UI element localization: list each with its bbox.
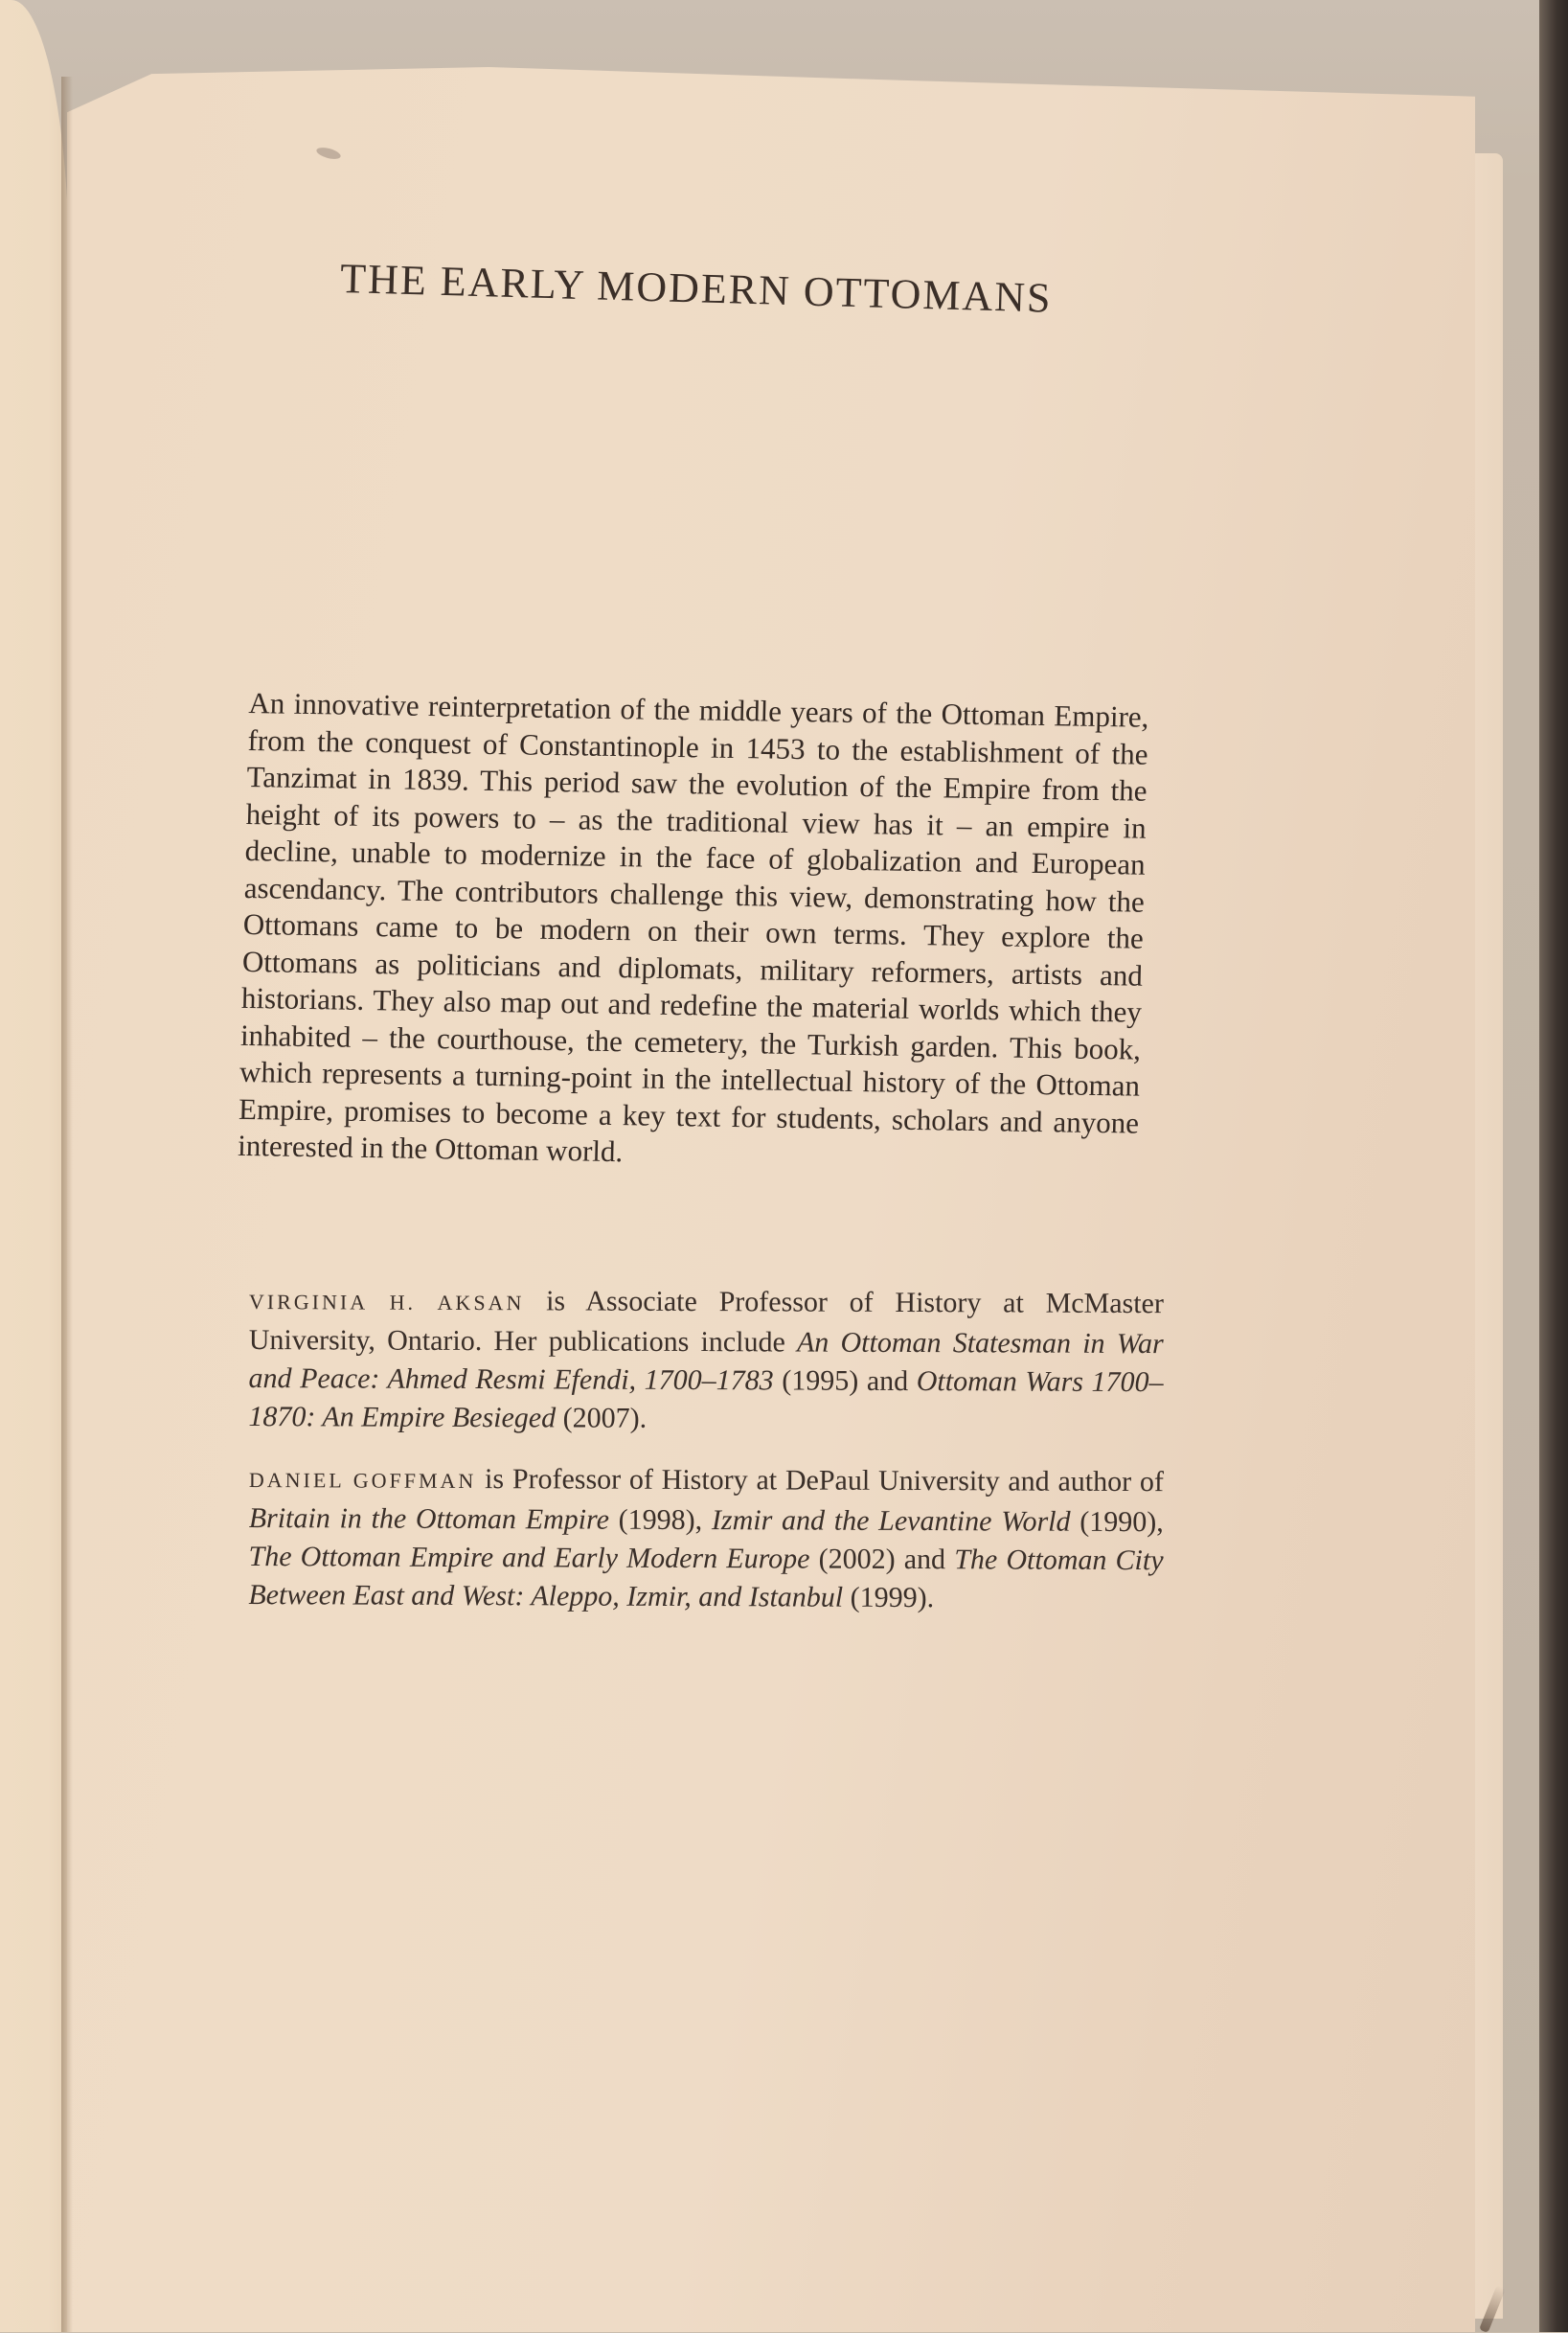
book-blurb: An innovative reinterpretation of the middle years of the Ottoman Empire, from the conquest of Constantinople in 1453 to the establishment of the Tanzimat in 1839. This period saw the evolution of the Empire from the height of its powers to – as the traditional view has it – an empire in decline, unable to modernize in the face of globalization and European ascendancy. The contributors challenge this view, demonstrating how the Ottomans came to be modern on their own terms. They explore the Ottomans as politicians and diplomats, military reformers, artists and historians. They also map out and redefine the material worlds which they inhabited – the courthouse, the cemetery, the Turkish garden. This book, which represents a turning-point in the intellectual history of the Ottoman Empire, promises to become a key text for students, scholars and anyone interested in the Ottoman world. [237, 685, 1149, 1169]
bio-text: (1998), [608, 1503, 713, 1537]
book-page [67, 67, 1475, 2332]
author-name: VIRGINIA H. AKSAN [248, 1289, 525, 1315]
gutter-shadow [61, 77, 73, 2332]
bio-text: is Professor of History at DePaul University and author of [476, 1463, 1164, 1498]
series-title: THE EARLY MODERN OTTOMANS [339, 254, 1054, 322]
bio-text: (1990), [1070, 1505, 1164, 1539]
bio-text: is Associate Professor of History at McMaster University, Ontario. Her publications include [248, 1285, 1164, 1359]
book-title: The Ottoman Empire and Early Modern Europe [248, 1540, 810, 1575]
bio-text: (1995) and [773, 1364, 917, 1398]
dark-edge [1539, 0, 1568, 2332]
bio-text: (1999). [843, 1581, 935, 1614]
author-bio [248, 1459, 1164, 1618]
book-title: An Ottoman Statesman in War and Peace: Ahmed Resmi Efendi, 1700–1783 [248, 1326, 1164, 1397]
book-title: Britain in the Ottoman Empire [248, 1501, 610, 1536]
book-title: Izmir and the Levantine World [711, 1504, 1071, 1538]
bio-text: (2002) and [809, 1543, 955, 1576]
bio-text: (2007). [556, 1402, 648, 1434]
book-title: The Ottoman City Between East and West: Aleppo, Izmir, and Istanbul [248, 1544, 1164, 1613]
left-facing-page [0, 0, 69, 2332]
book-title: Ottoman Wars 1700–1870: An Empire Besieged [248, 1365, 1164, 1434]
author-bio [248, 1281, 1164, 1440]
author-name: DANIEL GOFFMAN [248, 1467, 477, 1494]
page-content [237, 244, 1169, 1614]
